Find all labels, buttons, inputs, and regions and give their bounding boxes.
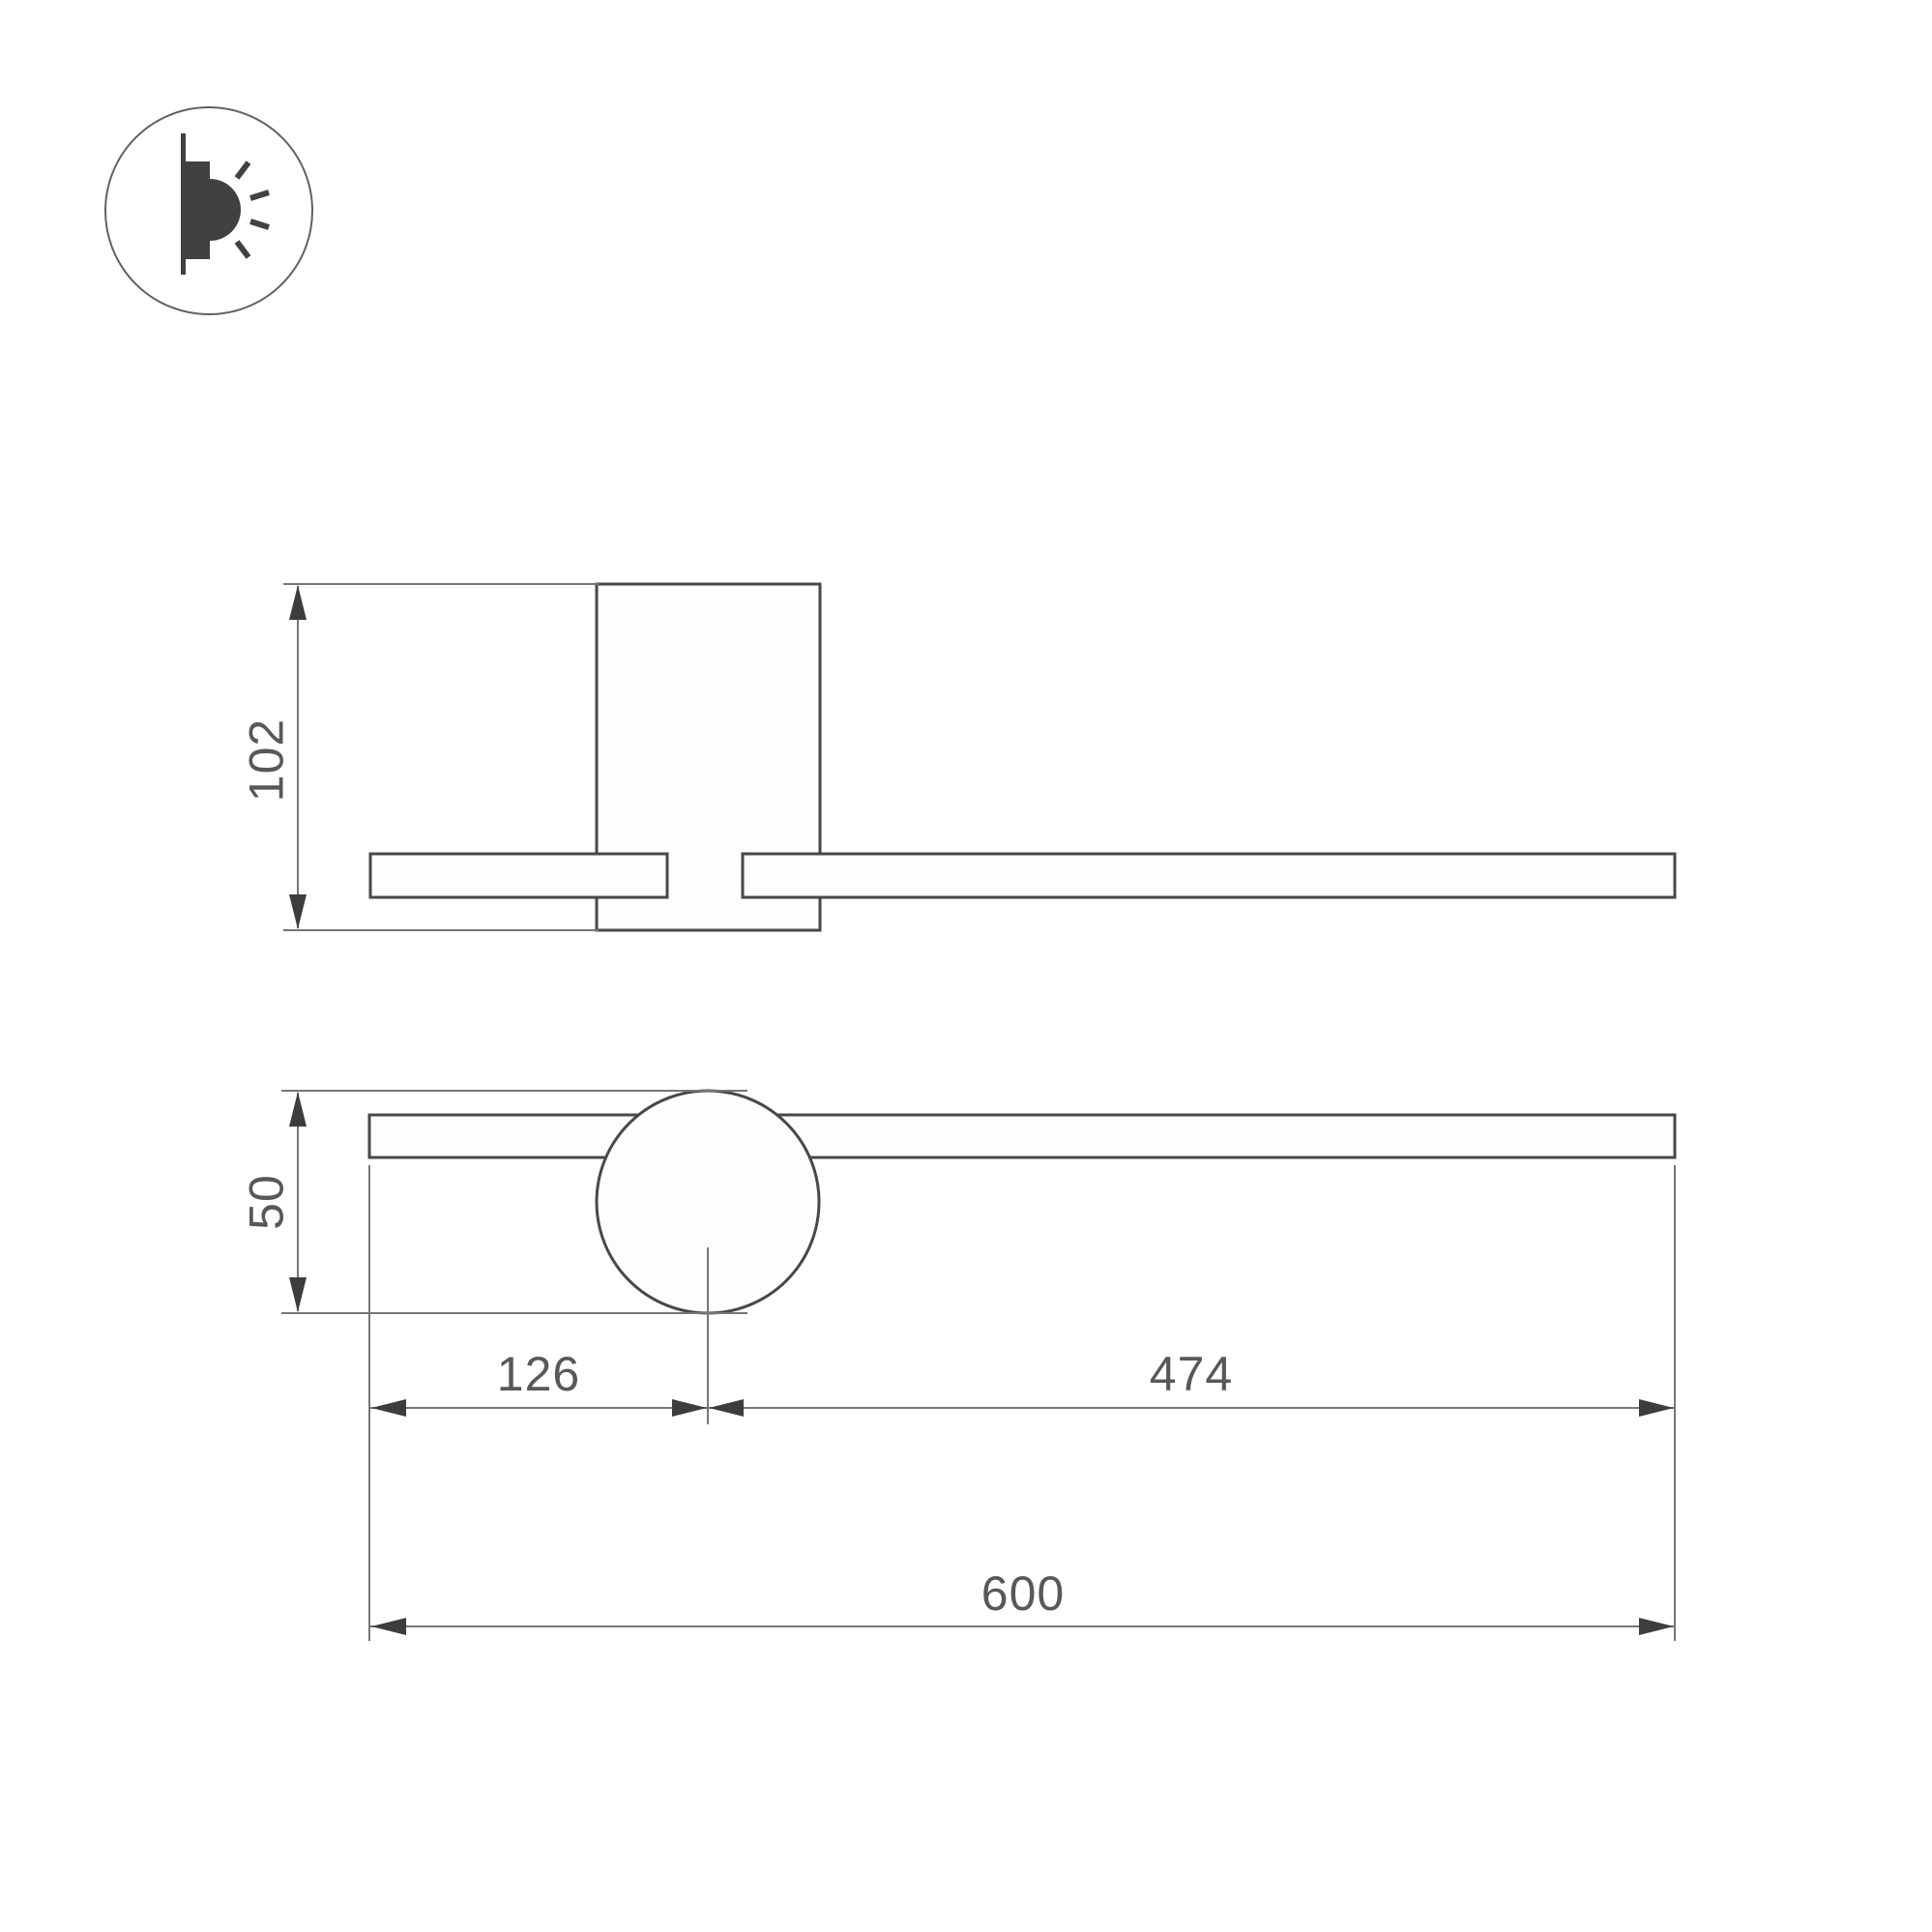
dimension-102-label: 102 (239, 717, 294, 803)
arrowhead-left (371, 1399, 406, 1417)
arrowhead-left (371, 1618, 406, 1635)
dimension-600 (370, 1566, 1675, 1635)
icon-light-ray (237, 242, 249, 257)
icon-wall-line (181, 133, 186, 275)
front-view-light-bar (369, 1115, 1675, 1157)
icon-light-ray (237, 162, 249, 178)
dimension-600-label: 600 (981, 1566, 1066, 1621)
arrowhead-down (289, 894, 307, 929)
arrowhead-up (289, 585, 307, 620)
wall-light-emission-icon (105, 107, 312, 314)
dimension-50-label: 50 (239, 1174, 294, 1230)
arrowhead-up (289, 1092, 307, 1127)
arrowhead-right (1639, 1618, 1674, 1635)
icon-light-dome (210, 179, 241, 241)
arrowhead-right (1639, 1399, 1674, 1417)
side-view-arm-left-segment (370, 854, 667, 897)
side-view-arm-right-segment (743, 854, 1675, 897)
dimension-126-474 (370, 1347, 1675, 1417)
icon-light-ray (250, 221, 269, 227)
dimension-126-label: 126 (496, 1347, 581, 1401)
side-view (370, 584, 1675, 930)
icon-lamp-body (186, 161, 210, 259)
dimension-474-label: 474 (1149, 1347, 1234, 1401)
arrowhead-right (672, 1399, 707, 1417)
arrowhead-left (709, 1399, 744, 1417)
arrowhead-down (289, 1277, 307, 1312)
icon-light-ray (250, 192, 269, 198)
